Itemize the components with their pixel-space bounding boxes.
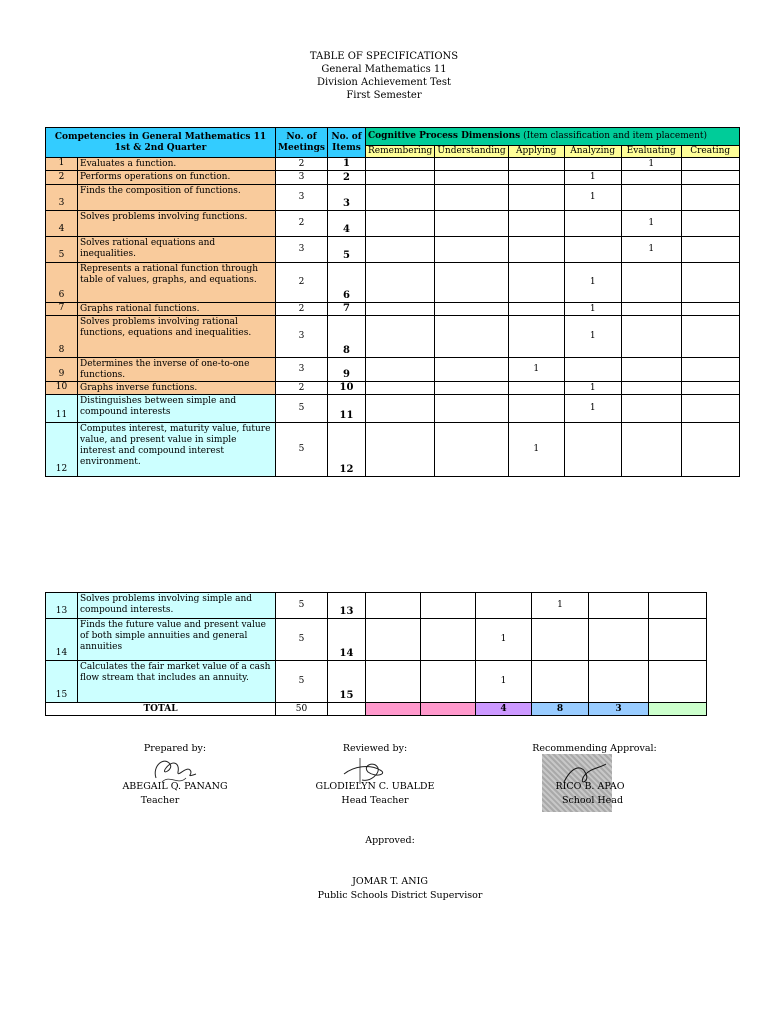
analyzing-cell xyxy=(532,619,589,661)
evaluating-cell xyxy=(621,263,681,303)
meetings-cell: 2 xyxy=(276,303,328,316)
analyzing-cell xyxy=(532,661,589,703)
table-row xyxy=(46,185,740,211)
competency-cell: Finds the future value and present value of both simple annuities and general annuities xyxy=(78,619,276,661)
total-meetings: 50 xyxy=(276,703,328,716)
items-cell: 1 xyxy=(328,158,366,171)
meetings-cell: 5 xyxy=(276,593,328,619)
items-cell: 2 xyxy=(328,171,366,185)
remembering-cell xyxy=(366,358,435,382)
table-row xyxy=(46,263,740,303)
evaluating-cell xyxy=(589,619,649,661)
evaluating-cell: 1 xyxy=(621,211,681,237)
table-row xyxy=(46,423,740,477)
applying-cell: 1 xyxy=(476,619,532,661)
competency-cell: Distinguishes between simple and compound interests xyxy=(78,395,276,423)
analyzing-cell: 1 xyxy=(532,593,589,619)
evaluating-cell xyxy=(621,382,681,395)
applying-cell xyxy=(508,382,564,395)
approved-role: Public Schools District Supervisor xyxy=(317,890,483,901)
prepared-role: Teacher xyxy=(140,795,180,806)
items-cell: 7 xyxy=(328,303,366,316)
understanding-cell xyxy=(435,303,508,316)
total-applying: 4 xyxy=(476,703,532,716)
analyzing-cell: 1 xyxy=(564,316,621,358)
row-number: 11 xyxy=(46,395,78,423)
evaluating-cell xyxy=(589,661,649,703)
reviewed-role: Head Teacher xyxy=(341,795,409,806)
meetings-cell: 3 xyxy=(276,185,328,211)
creating-cell xyxy=(681,237,739,263)
table-row xyxy=(46,237,740,263)
evaluating-cell: 1 xyxy=(621,158,681,171)
title-block xyxy=(0,50,768,102)
items-cell: 3 xyxy=(328,185,366,211)
meetings-cell: 5 xyxy=(276,423,328,477)
row-number: 3 xyxy=(46,185,78,211)
table-row xyxy=(46,382,740,395)
cognitive-title: Cognitive Process Dimensions xyxy=(368,131,521,141)
doc-semester: First Semester xyxy=(346,90,422,101)
understanding-cell xyxy=(435,316,508,358)
competency-cell: Represents a rational function through table of values, graphs, and equations. xyxy=(78,263,276,303)
remembering-cell xyxy=(366,185,435,211)
cognitive-header xyxy=(366,128,740,146)
remembering-cell xyxy=(366,211,435,237)
prepared-name: ABEGAIL Q. PANANG xyxy=(122,781,228,792)
analyzing-cell xyxy=(564,237,621,263)
items-cell: 11 xyxy=(328,395,366,423)
evaluating-cell xyxy=(621,395,681,423)
doc-title: TABLE OF SPECIFICATIONS xyxy=(309,51,459,62)
analyzing-cell: 1 xyxy=(564,185,621,211)
competency-cell: Graphs rational functions. xyxy=(78,303,276,316)
applying-cell: 1 xyxy=(508,423,564,477)
evaluating-cell xyxy=(621,185,681,211)
understanding-cell xyxy=(435,395,508,423)
understanding-cell xyxy=(435,211,508,237)
competency-cell: Graphs inverse functions. xyxy=(78,382,276,395)
total-remembering xyxy=(366,703,421,716)
items-cell: 10 xyxy=(328,382,366,395)
items-cell: 9 xyxy=(328,358,366,382)
table-row xyxy=(46,593,707,619)
row-number: 10 xyxy=(46,382,78,395)
applying-cell xyxy=(476,593,532,619)
items-cell: 14 xyxy=(328,619,366,661)
doc-subject: General Mathematics 11 xyxy=(321,64,447,75)
understanding-cell xyxy=(435,358,508,382)
creating-cell xyxy=(649,661,707,703)
total-evaluating: 3 xyxy=(589,703,649,716)
creating-cell xyxy=(649,593,707,619)
understanding-cell xyxy=(435,158,508,171)
meetings-cell: 2 xyxy=(276,158,328,171)
row-number: 1 xyxy=(46,158,78,171)
competency-cell: Solves problems involving functions. xyxy=(78,211,276,237)
total-creating xyxy=(649,703,707,716)
remembering-cell xyxy=(366,423,435,477)
understanding-cell xyxy=(435,382,508,395)
creating-cell xyxy=(681,158,739,171)
applying-cell xyxy=(508,237,564,263)
evaluating-cell xyxy=(589,593,649,619)
recommending-label: Recommending Approval: xyxy=(532,743,657,754)
analyzing-cell xyxy=(564,211,621,237)
row-number: 2 xyxy=(46,171,78,185)
creating-cell xyxy=(681,185,739,211)
remembering-cell xyxy=(366,316,435,358)
applying-cell xyxy=(508,185,564,211)
row-number: 15 xyxy=(46,661,78,703)
meetings-cell: 3 xyxy=(276,237,328,263)
table-row xyxy=(46,619,707,661)
specifications-table-continued xyxy=(45,592,707,716)
total-items xyxy=(328,703,366,716)
row-number: 8 xyxy=(46,316,78,358)
creating-cell xyxy=(681,303,739,316)
meetings-cell: 2 xyxy=(276,211,328,237)
creating-cell xyxy=(681,382,739,395)
applying-cell: 1 xyxy=(476,661,532,703)
row-number: 5 xyxy=(46,237,78,263)
remembering-cell xyxy=(366,171,435,185)
level-evaluating: Evaluating xyxy=(621,146,681,158)
competency-cell: Performs operations on function. xyxy=(78,171,276,185)
level-remembering: Remembering xyxy=(366,146,435,158)
remembering-cell xyxy=(366,661,421,703)
table-row xyxy=(46,303,740,316)
level-applying: Applying xyxy=(508,146,564,158)
meetings-cell: 5 xyxy=(276,395,328,423)
analyzing-cell: 1 xyxy=(564,171,621,185)
evaluating-cell xyxy=(621,358,681,382)
understanding-cell xyxy=(435,171,508,185)
row-number: 9 xyxy=(46,358,78,382)
reviewed-label: Reviewed by: xyxy=(342,743,408,754)
level-creating: Creating xyxy=(681,146,739,158)
items-cell: 6 xyxy=(328,263,366,303)
competency-cell: Solves problems involving rational functions, equations and inequalities. xyxy=(78,316,276,358)
creating-cell xyxy=(681,171,739,185)
table-row xyxy=(46,661,707,703)
items-cell: 12 xyxy=(328,423,366,477)
evaluating-cell xyxy=(621,316,681,358)
analyzing-cell: 1 xyxy=(564,263,621,303)
row-number: 4 xyxy=(46,211,78,237)
understanding-cell xyxy=(435,185,508,211)
analyzing-cell: 1 xyxy=(564,382,621,395)
meetings-cell: 3 xyxy=(276,171,328,185)
creating-cell xyxy=(681,211,739,237)
recommending-role: School Head xyxy=(561,795,624,806)
analyzing-cell xyxy=(564,423,621,477)
evaluating-cell xyxy=(621,303,681,316)
table-row xyxy=(46,211,740,237)
understanding-cell xyxy=(435,237,508,263)
meetings-cell: 2 xyxy=(276,382,328,395)
applying-cell xyxy=(508,158,564,171)
table-row xyxy=(46,395,740,423)
competency-cell: Determines the inverse of one-to-one functions. xyxy=(78,358,276,382)
prepared-label: Prepared by: xyxy=(143,743,207,754)
total-analyzing: 8 xyxy=(532,703,589,716)
remembering-cell xyxy=(366,158,435,171)
table-row xyxy=(46,316,740,358)
applying-cell xyxy=(508,303,564,316)
analyzing-cell xyxy=(564,158,621,171)
applying-cell xyxy=(508,316,564,358)
evaluating-cell: 1 xyxy=(621,237,681,263)
creating-cell xyxy=(681,423,739,477)
items-cell: 4 xyxy=(328,211,366,237)
remembering-cell xyxy=(366,619,421,661)
understanding-cell xyxy=(435,423,508,477)
creating-cell xyxy=(681,263,739,303)
understanding-cell xyxy=(421,593,476,619)
meetings-cell: 5 xyxy=(276,619,328,661)
items-cell: 5 xyxy=(328,237,366,263)
approved-name: JOMAR T. ANIG xyxy=(352,876,428,887)
understanding-cell xyxy=(435,263,508,303)
table-row xyxy=(46,158,740,171)
understanding-cell xyxy=(421,661,476,703)
row-number: 14 xyxy=(46,619,78,661)
doc-test-name: Division Achievement Test xyxy=(317,77,451,88)
remembering-cell xyxy=(366,263,435,303)
recommending-name: RICO B. APAO xyxy=(555,781,625,792)
remembering-cell xyxy=(366,382,435,395)
evaluating-cell xyxy=(621,171,681,185)
applying-cell xyxy=(508,263,564,303)
approved-label: Approved: xyxy=(365,835,415,846)
applying-cell: 1 xyxy=(508,358,564,382)
meetings-header: No. of Meetings xyxy=(276,128,328,158)
evaluating-cell xyxy=(621,423,681,477)
analyzing-cell xyxy=(564,358,621,382)
competency-cell: Solves problems involving simple and compound interests. xyxy=(78,593,276,619)
remembering-cell xyxy=(366,395,435,423)
creating-cell xyxy=(681,316,739,358)
remembering-cell xyxy=(366,237,435,263)
items-header: No. of Items xyxy=(328,128,366,158)
row-number: 6 xyxy=(46,263,78,303)
meetings-cell: 2 xyxy=(276,263,328,303)
row-number: 13 xyxy=(46,593,78,619)
competency-cell: Computes interest, maturity value, future value, and present value in simple interest and compound interest environment. xyxy=(78,423,276,477)
table-row xyxy=(46,358,740,382)
creating-cell xyxy=(649,619,707,661)
meetings-cell: 3 xyxy=(276,358,328,382)
total-row xyxy=(46,703,707,716)
row-number: 7 xyxy=(46,303,78,316)
cognitive-note: (Item classification and item placement) xyxy=(523,131,708,141)
remembering-cell xyxy=(366,303,435,316)
creating-cell xyxy=(681,395,739,423)
items-cell: 13 xyxy=(328,593,366,619)
analyzing-cell: 1 xyxy=(564,395,621,423)
meetings-cell: 3 xyxy=(276,316,328,358)
total-label: TOTAL xyxy=(46,703,276,716)
remembering-cell xyxy=(366,593,421,619)
level-analyzing: Analyzing xyxy=(564,146,621,158)
meetings-cell: 5 xyxy=(276,661,328,703)
analyzing-cell: 1 xyxy=(564,303,621,316)
competencies-header: Competencies in General Mathematics 11 1st & 2nd Quarter xyxy=(46,128,276,158)
competency-cell: Evaluates a function. xyxy=(78,158,276,171)
competency-cell: Calculates the fair market value of a cash flow stream that includes an annuity. xyxy=(78,661,276,703)
level-understanding: Understanding xyxy=(435,146,508,158)
specifications-table xyxy=(45,127,740,477)
items-cell: 15 xyxy=(328,661,366,703)
understanding-cell xyxy=(421,619,476,661)
applying-cell xyxy=(508,171,564,185)
items-cell: 8 xyxy=(328,316,366,358)
applying-cell xyxy=(508,395,564,423)
table-row xyxy=(46,171,740,185)
reviewed-name: GLODIELYN C. UBALDE xyxy=(315,781,435,792)
competency-cell: Finds the composition of functions. xyxy=(78,185,276,211)
total-understanding xyxy=(421,703,476,716)
applying-cell xyxy=(508,211,564,237)
row-number: 12 xyxy=(46,423,78,477)
creating-cell xyxy=(681,358,739,382)
competency-cell: Solves rational equations and inequalities. xyxy=(78,237,276,263)
